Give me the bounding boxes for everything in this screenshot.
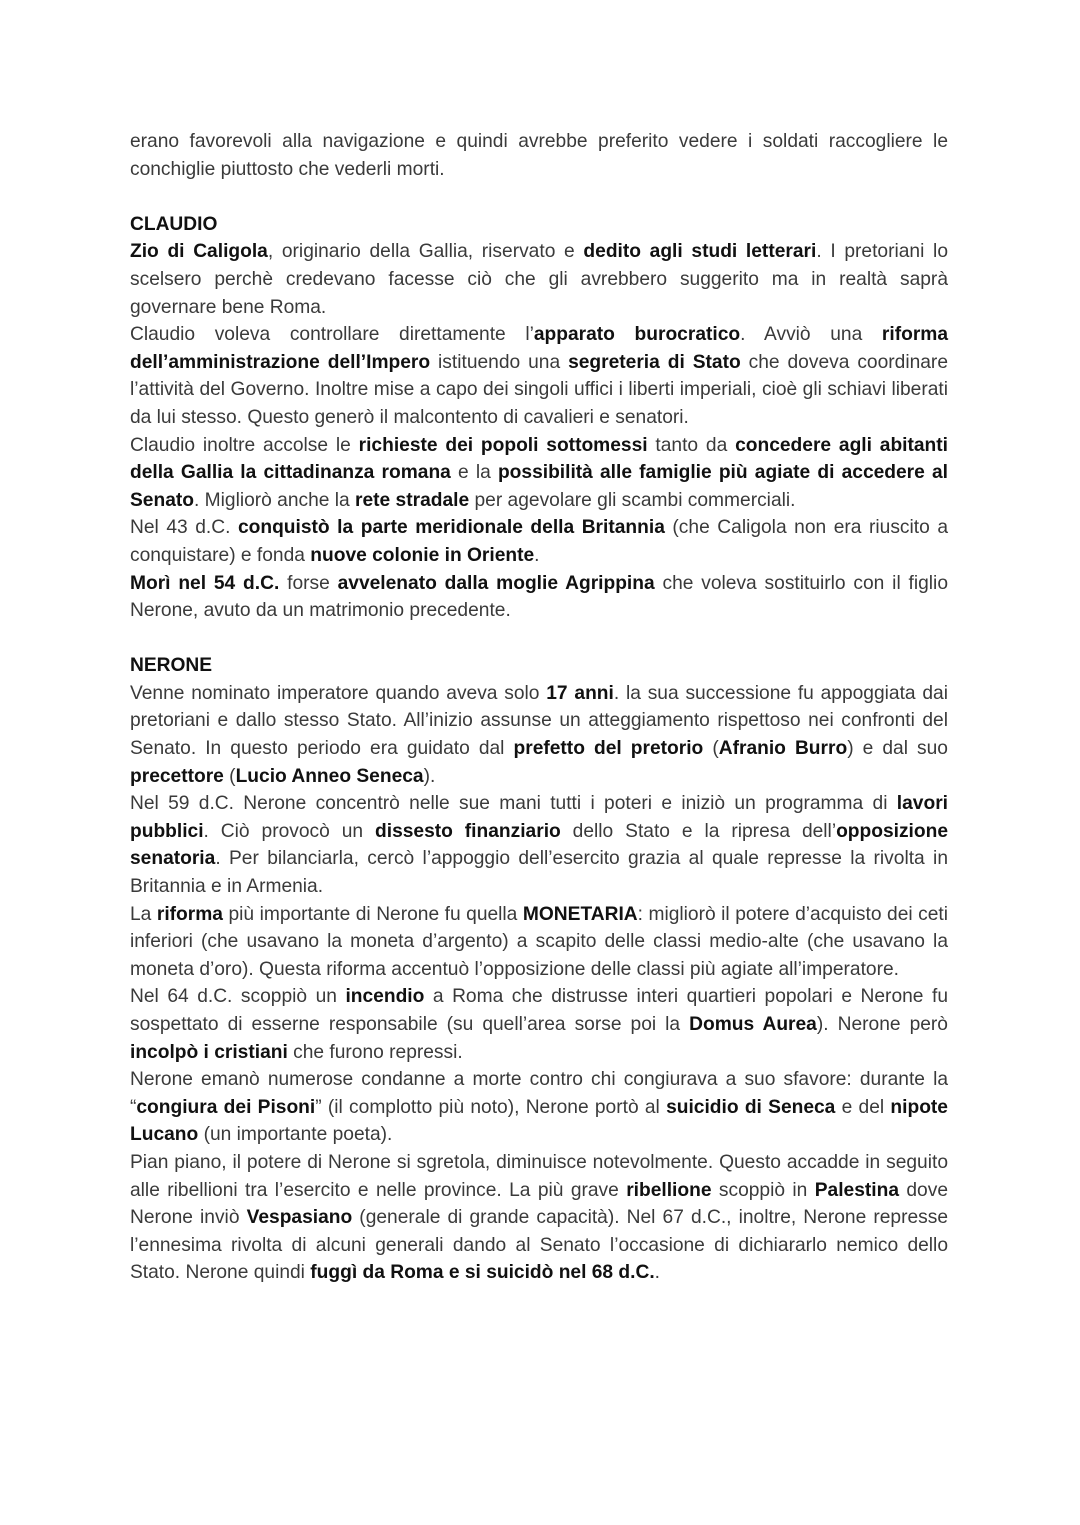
- bold-run: Domus Aurea: [689, 1014, 817, 1035]
- text-run: Nel 64 d.C. scoppiò un: [130, 986, 346, 1008]
- bold-run: Afranio Burro: [718, 738, 848, 760]
- section-heading-claudio: CLAUDIO: [130, 213, 218, 235]
- text-run: scoppiò in: [711, 1179, 815, 1201]
- bold-run: congiura dei Pisoni: [136, 1096, 316, 1118]
- text-run: (un importante poeta).: [198, 1124, 393, 1146]
- text-run: erano favorevoli alla navigazione e quindi avrebbe preferito vedere i soldati raccogliere le conchiglie piuttosto che vederli morti.: [130, 131, 948, 180]
- text-run: e la: [450, 462, 498, 484]
- bold-run: Morì nel 54 d.C.: [130, 572, 280, 594]
- bold-run: segreteria di Stato: [568, 351, 741, 373]
- text-run: Nel 59 d.C. Nerone concentrò nelle sue mani tutti i poteri e iniziò un programma di: [130, 793, 897, 815]
- bold-run: dissesto finanziario: [375, 820, 561, 842]
- bold-run: riforma: [156, 903, 223, 925]
- text-run: dove Nerone inviò: [130, 1179, 948, 1229]
- text-run: più importante di Nerone fu quella: [222, 903, 523, 925]
- text-run: dello Stato e la ripresa dell’: [560, 820, 837, 842]
- text-run: che voleva sostituirlo con il figlio Nerone, avuto da un matrimonio precedente.: [130, 572, 948, 622]
- text-run: ).: [423, 765, 436, 787]
- text-run: . Migliorò anche la: [193, 489, 356, 511]
- bold-run: avvelenato dalla moglie Agrippina: [337, 572, 655, 594]
- bold-run: possibilità alle famiglie più agiate di accedere al Senato: [130, 462, 948, 511]
- text-run: . Ciò provocò un: [203, 820, 376, 842]
- paragraph: [130, 514, 948, 569]
- bold-run: MONETARIA: [522, 903, 638, 925]
- paragraph: [130, 432, 948, 515]
- text-run: .: [654, 1262, 660, 1284]
- bold-run: 17 anni: [546, 682, 614, 704]
- bold-run: Zio di Caligola: [130, 241, 268, 263]
- document-page: [130, 128, 948, 1287]
- bold-run: richieste dei popoli sottomessi: [358, 434, 648, 456]
- text-run: Claudio voleva controllare direttamente l’: [130, 324, 534, 346]
- bold-run: Lucio Anneo Seneca: [235, 765, 424, 787]
- text-run: per agevolare gli scambi commerciali.: [469, 489, 796, 511]
- text-run: (generale di grande capacità). Nel 67 d.C., inoltre, Nerone represse l’ennesima rivolta di alcuni generali dando al Senato l’occasione di dichiararlo nemico dello Stato. Nerone quindi: [130, 1207, 948, 1284]
- text-run: Pian piano, il potere di Nerone si sgretola, diminuisce notevolmente. Questo accadde in seguito alle ribellioni tra l’esercito e nelle province. La più grave: [130, 1151, 948, 1201]
- bold-run: conquistò la parte meridionale della Britannia: [237, 517, 665, 539]
- bold-run: lavori pubblici: [130, 793, 948, 842]
- bold-run: incendio: [345, 986, 425, 1008]
- bold-run: Vespasiano: [246, 1207, 353, 1229]
- text-run: forse: [279, 572, 338, 594]
- bold-run: ribellione: [626, 1179, 712, 1201]
- paragraph: [130, 570, 948, 625]
- text-run: . I pretoriani lo scelsero perchè credevano facesse ciò che gli avrebbero suggerito ma in realtà saprà governare bene Roma.: [130, 241, 948, 318]
- bold-run: Palestina: [814, 1179, 899, 1201]
- bold-run: precettore: [130, 765, 224, 787]
- text-run: La: [130, 903, 157, 925]
- text-run: a Roma che distrusse interi quartieri popolari e Nerone fu sospettato di esserne responsabile (su quell’area sorse poi la: [130, 986, 948, 1035]
- text-run: , originario della Gallia, riservato e: [267, 241, 584, 263]
- text-run: . Avviò una: [740, 324, 882, 346]
- text-run: . Per bilanciarla, cercò l’appoggio dell’esercito grazia al quale represse la rivolta in Britannia e in Armenia.: [130, 848, 948, 898]
- bold-run: prefetto del pretorio: [513, 738, 704, 760]
- text-run: e del: [835, 1096, 891, 1118]
- paragraph: [130, 1066, 948, 1149]
- paragraph: [130, 238, 948, 321]
- text-run: . la sua successione fu appoggiata dai pretoriani e dallo stesso Stato. All’inizio assunse un atteggiamento rispettoso nei confronti del Senato. In questo periodo era guidato dal: [130, 682, 948, 760]
- bold-run: concedere agli abitanti della Gallia la cittadinanza romana: [130, 434, 949, 484]
- text-run: che furono repressi.: [287, 1041, 463, 1063]
- text-run: Claudio inoltre accolse le: [130, 434, 359, 456]
- text-run: (: [223, 765, 236, 787]
- text-run: ). Nerone però: [816, 1014, 948, 1035]
- bold-run: nuove colonie in Oriente: [310, 544, 535, 566]
- text-run: istituendo una: [430, 351, 569, 373]
- intro-paragraph: [130, 128, 948, 183]
- bold-run: incolpò i cristiani: [130, 1041, 288, 1063]
- bold-run: fuggì da Roma e si suicidò nel 68 d.C.: [310, 1262, 655, 1284]
- text-run: che doveva coordinare l’attività del Governo. Inoltre mise a capo dei singoli uffici i liberti imperiali, cioè gli schiavi liberati da lui stesso. Questo generò il malcontento di cavalieri e senatori.: [130, 351, 948, 428]
- text-run: (: [703, 738, 719, 760]
- bold-run: nipote Lucano: [130, 1096, 948, 1146]
- paragraph: [130, 790, 948, 900]
- text-run: Venne nominato imperatore quando aveva solo: [130, 682, 547, 704]
- bold-run: suicidio di Seneca: [666, 1096, 836, 1118]
- section-gap: [130, 183, 948, 211]
- text-run: Nerone emanò numerose condanne a morte contro chi congiurava a suo sfavore: durante la “: [130, 1069, 948, 1118]
- text-run: ” (il complotto più noto), Nerone portò al: [315, 1096, 667, 1118]
- text-run: (che Caligola non era riuscito a conquistare) e fonda: [130, 517, 948, 566]
- text-run: Nel 43 d.C.: [130, 517, 238, 539]
- text-run: tanto da: [647, 434, 736, 456]
- text-run: ) e dal suo: [847, 738, 948, 760]
- text-run: : migliorò il potere d’acquisto dei ceti inferiori (che usavano la moneta d’argento) a scapito delle classi medio-alte (che usavano la moneta d’oro). Questa riforma accentuò l’opposizione delle classi più agiate all’imperatore.: [130, 903, 948, 980]
- section-heading-nerone: NERONE: [130, 655, 213, 677]
- bold-run: dedito agli studi letterari: [583, 241, 817, 263]
- bold-run: apparato burocratico: [533, 324, 741, 346]
- paragraph: [130, 321, 948, 431]
- bold-run: rete stradale: [355, 489, 470, 511]
- text-run: .: [534, 544, 540, 566]
- paragraph: [130, 983, 948, 1066]
- section-gap: [130, 625, 948, 653]
- paragraph: [130, 901, 948, 984]
- paragraph: [130, 1149, 948, 1287]
- bold-run: opposizione senatoria: [130, 820, 948, 870]
- bold-run: riforma dell’amministrazione dell’Impero: [130, 324, 949, 373]
- paragraph: [130, 680, 948, 790]
